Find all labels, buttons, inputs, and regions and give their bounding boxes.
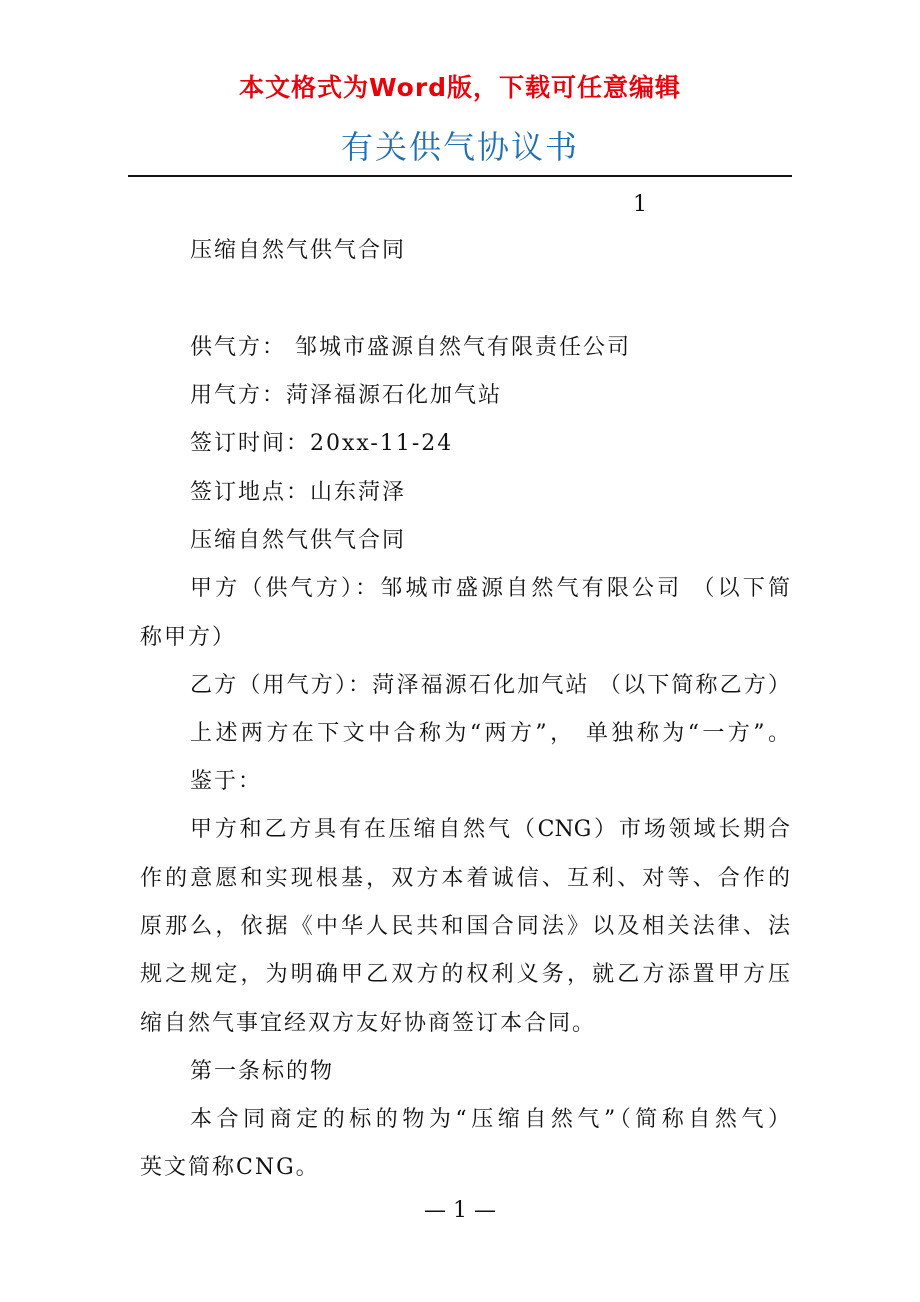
whereas-para-line: 缩自然气事宜经双方友好协商签订本合同。: [140, 1011, 597, 1036]
whereas-heading: 鉴于：: [190, 769, 263, 794]
article-1-title: 第一条标的物: [190, 1059, 335, 1084]
whereas-para-line: 原那么，依据《中华人民共和国合同法》以及相关法律、法: [140, 914, 790, 939]
contract-title: 压缩自然气供气合同: [190, 238, 407, 263]
supplier-line: 供气方： 邹城市盛源自然气有限责任公司: [190, 335, 631, 360]
top-page-number: 1: [633, 192, 647, 217]
page-footer-number: — 1 —: [424, 1198, 496, 1223]
user-line: 用气方：菏泽福源石化加气站: [190, 383, 503, 408]
download-notice: 本文格式为Word版，下载可任意编辑: [238, 73, 682, 102]
whereas-para-line: 规之规定，为明确甲乙双方的权利义务，就乙方添置甲方压: [140, 962, 790, 987]
contract-title-2: 压缩自然气供气合同: [190, 528, 407, 553]
whereas-para-line: 甲方和乙方具有在压缩自然气（CNG）市场领域长期合: [190, 817, 790, 842]
whereas-para-line: 作的意愿和实现根基，双方本着诚信、互利、对等、合作的: [140, 866, 790, 891]
sign-date-line: 签订时间：20xx-11-24: [190, 431, 454, 456]
article-1-para-line: 英文简称CNG。: [140, 1155, 320, 1180]
document-title: 有关供气协议书: [340, 128, 579, 166]
sign-place-line: 签订地点：山东菏泽: [190, 480, 407, 505]
article-1-para-line: 本合同商定的标的物为“压缩自然气”（简称自然气）: [190, 1107, 790, 1132]
both-parties-line: 上述两方在下文中合称为“两方”， 单独称为“一方”。: [190, 721, 790, 746]
party-a-line-2: 称甲方）: [140, 625, 237, 650]
party-b-line: 乙方（用气方）：菏泽福源石化加气站 （以下简称乙方）: [190, 673, 790, 698]
party-a-line-1: 甲方（供气方）：邹城市盛源自然气有限公司 （以下简: [190, 576, 790, 601]
